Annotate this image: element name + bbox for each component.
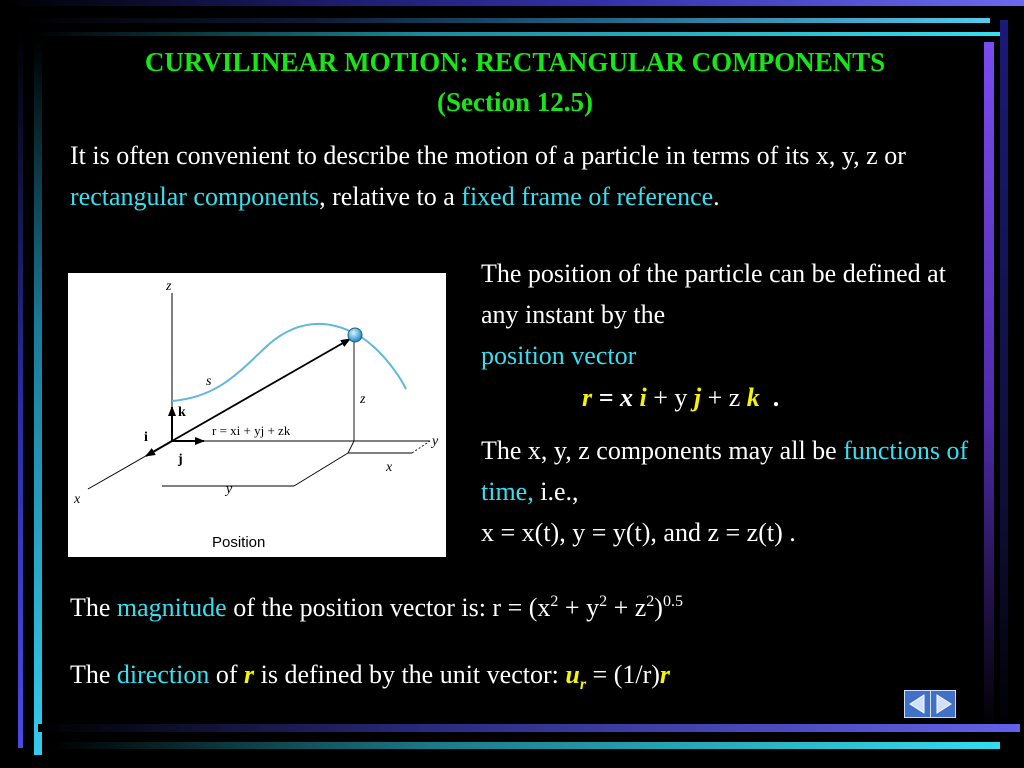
components-paragraph — [481, 430, 981, 553]
intro-paragraph — [70, 135, 970, 217]
axis-y-label: y — [432, 434, 439, 449]
mag-text-5: ) — [654, 593, 663, 622]
dir-u-sub: r — [579, 676, 587, 693]
y-dimension-label: y — [226, 482, 233, 497]
position-figure — [68, 273, 446, 557]
dir-text-2: of — [209, 660, 245, 689]
mag-sup-1: 2 — [550, 593, 559, 610]
position-paragraph — [481, 253, 981, 376]
unit-j-label: j — [178, 452, 183, 467]
frame-bar-bottom — [38, 724, 1020, 732]
mag-text-2: of the position vector is: r = (x — [226, 593, 551, 622]
slide-subtitle: (Section 12.5) — [437, 87, 593, 117]
eq-i: i — [639, 383, 647, 412]
particle-icon — [348, 328, 362, 342]
unit-k-label: k — [178, 405, 186, 420]
magnitude-line — [70, 587, 683, 628]
intro-highlight-rect-components: rectangular components — [70, 182, 320, 211]
mag-sup-2: 2 — [599, 593, 608, 610]
frame-bar-right — [1000, 20, 1008, 740]
intro-highlight-fixed-frame: fixed frame of reference — [461, 182, 714, 211]
mag-text-4: + z — [607, 593, 647, 622]
slide-navigation — [904, 690, 956, 718]
components-text-2: i.e., — [533, 477, 579, 506]
unit-i-label: i — [144, 430, 148, 445]
triangle-right-icon — [931, 691, 956, 717]
direction-line — [70, 654, 670, 695]
prev-slide-button[interactable] — [905, 691, 930, 717]
axis-z-label: z — [166, 279, 172, 294]
triangle-left-icon — [905, 691, 930, 717]
frame-bar-right-accent — [984, 42, 994, 732]
dir-text-4: = (1/r) — [586, 660, 660, 689]
position-vector-equation — [582, 377, 779, 418]
direction-highlight: direction — [116, 660, 210, 689]
eq-equals-x: = x — [592, 383, 640, 412]
figure-caption: Position — [212, 534, 266, 551]
intro-text-1: It is often convenient to describe the motion of a particle in terms of its x, y, z or — [70, 141, 906, 170]
unit-vector-i-arrow — [146, 441, 172, 456]
frame-bar-top — [0, 0, 1024, 6]
path-curve-s — [172, 324, 406, 401]
eq-k: k — [746, 383, 760, 412]
frame-bar-top-accent — [34, 32, 1004, 36]
axis-x-label: x — [74, 492, 81, 507]
mag-text-1: The — [70, 593, 117, 622]
intro-text-3: . — [713, 182, 720, 211]
functions-of-time-highlight: functions of time, — [481, 436, 969, 506]
next-slide-button[interactable] — [930, 691, 956, 717]
position-vector-highlight: position vector — [481, 341, 637, 370]
frame-bar-left-accent — [34, 40, 42, 755]
intro-text-2: , relative to a — [319, 182, 462, 211]
dir-r-2: r — [659, 660, 671, 689]
frame-bar-bottom-accent — [52, 742, 1000, 749]
mag-text-3: + y — [558, 593, 600, 622]
dir-u: u — [565, 660, 580, 689]
eq-r: r — [582, 383, 593, 412]
eq-end: . — [759, 383, 780, 412]
dir-text-3: is defined by the unit vector: — [254, 660, 566, 689]
frame-bar-left — [18, 30, 23, 748]
figure-equation-label: r = xi + yj + zk — [212, 423, 291, 438]
mag-sup-4: 0.5 — [662, 593, 683, 610]
eq-plus-z: + z — [701, 383, 747, 412]
curve-s-label: s — [206, 374, 212, 389]
z-dimension-label: z — [360, 392, 366, 407]
slide-title: CURVILINEAR MOTION: RECTANGULAR COMPONENTS — [144, 47, 886, 77]
eq-plus-y: + y — [646, 383, 694, 412]
dir-text-1: The — [70, 660, 117, 689]
components-functions: x = x(t), y = y(t), and z = z(t) . — [481, 518, 796, 547]
mag-sup-3: 2 — [646, 593, 655, 610]
magnitude-highlight: magnitude — [116, 593, 227, 622]
components-text-1: The x, y, z components may all be — [481, 436, 844, 465]
dir-r-1: r — [244, 660, 255, 689]
position-text: The position of the particle can be defined at any instant by the — [481, 259, 946, 329]
x-dimension-label: x — [386, 460, 393, 475]
eq-j: j — [693, 383, 702, 412]
frame-bar-top-inner — [22, 18, 990, 23]
